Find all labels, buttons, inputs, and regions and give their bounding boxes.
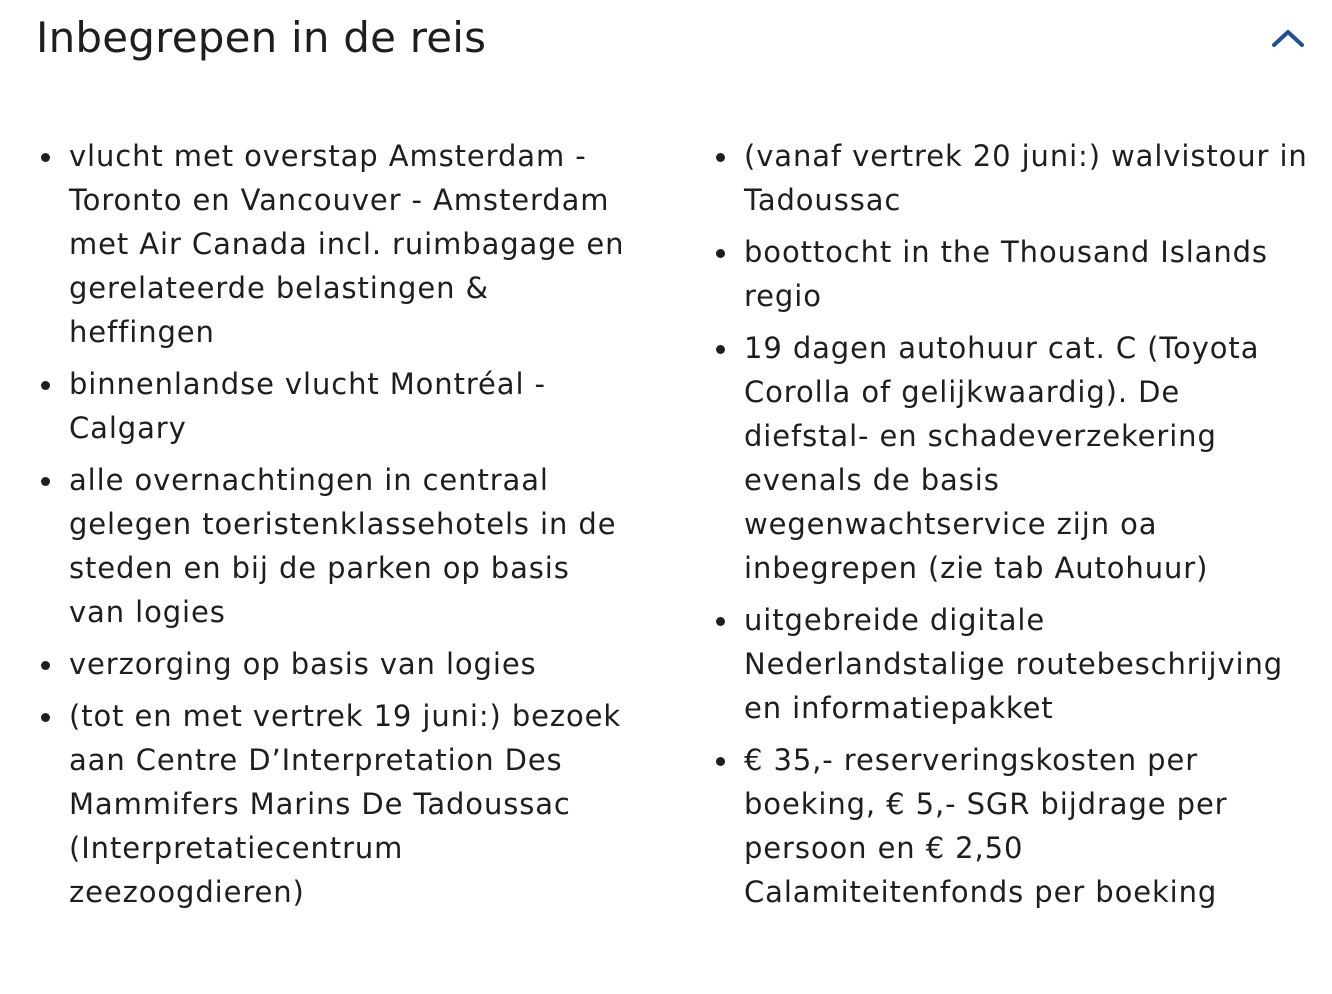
list-item: verzorging op basis van logies xyxy=(36,642,628,686)
included-list-right xyxy=(711,134,1311,914)
list-item: binnenlandse vlucht Montréal - Calgary xyxy=(36,362,628,450)
list-item: vlucht met overstap Amsterdam - Toronto en Vancouver - Amsterdam met Air Canada incl. ruimbagage en gerelateerde belastingen & heffingen xyxy=(36,134,628,354)
list-item: boottocht in the Thousand Islands regio xyxy=(711,230,1311,318)
included-list-right-column xyxy=(711,134,1311,922)
included-list-left-column xyxy=(36,134,628,922)
included-list-left xyxy=(36,134,628,914)
list-item: € 35,- reserveringskosten per boeking, € 5,- SGR bijdrage per persoon en € 2,50 Calamiteitenfonds per boeking xyxy=(711,738,1311,914)
list-item: (vanaf vertrek 20 juni:) walvistour in Tadoussac xyxy=(711,134,1311,222)
list-item: alle overnachtingen in centraal gelegen toeristenklassehotels in de steden en bij de parken op basis van logies xyxy=(36,458,628,634)
section-title: Inbegrepen in de reis xyxy=(36,13,487,62)
collapse-toggle-button[interactable] xyxy=(1268,18,1308,58)
list-item: (tot en met vertrek 19 juni:) bezoek aan Centre D’Interpretation Des Mammifers Marins De Tadoussac (Interpretatiecentrum zeezoogdieren) xyxy=(36,694,628,914)
section-header[interactable] xyxy=(36,10,1302,66)
chevron-up-icon xyxy=(1271,28,1305,48)
list-item: uitgebreide digitale Nederlandstalige routebeschrijving en informatiepakket xyxy=(711,598,1311,730)
list-item: 19 dagen autohuur cat. C (Toyota Corolla of gelijkwaardig). De diefstal- en schadeverzekering evenals de basis wegenwachtservice zijn oa inbegrepen (zie tab Autohuur) xyxy=(711,326,1311,590)
